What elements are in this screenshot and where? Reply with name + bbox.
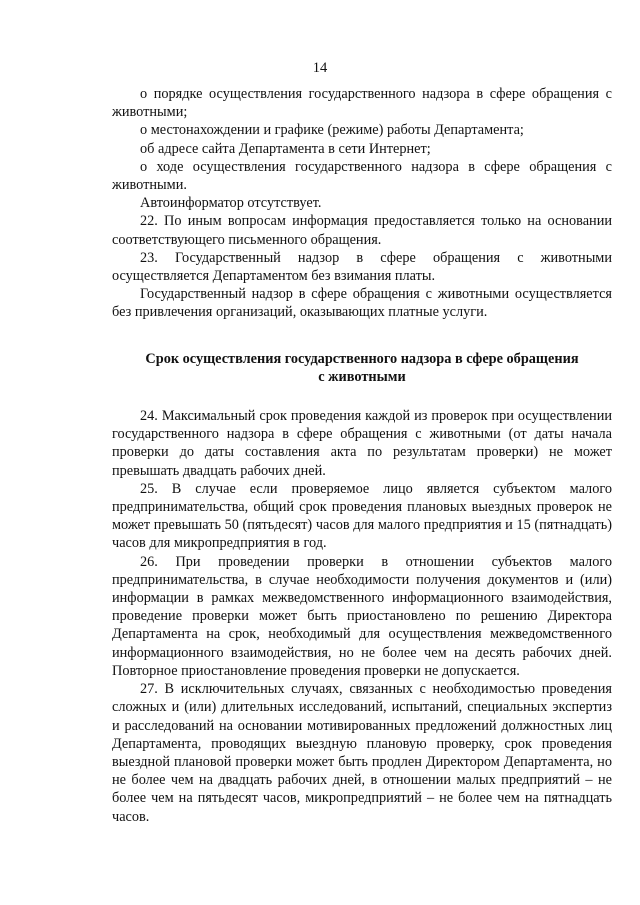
paragraph: о порядке осуществления государственного надзора в сфере обращения с животными; [112, 86, 612, 121]
paragraph: Государственный надзор в сфере обращения с животными осуществляется без привлечения организаций, оказывающих платные услуги. [112, 286, 612, 321]
paragraph: Автоинформатор отсутствует. [140, 195, 322, 212]
section-heading-line: Срок осуществления государственного надзора в сфере обращения [145, 350, 579, 367]
page-number: 14 [312, 60, 328, 76]
paragraph: 22. По иным вопросам информация предоставляется только на основании соответствующего письменного обращения. [112, 213, 612, 248]
paragraph: 24. Максимальный срок проведения каждой из проверок при осуществлении государственного надзора в сфере обращения с животными (от даты начала проверки до даты составления акта по результатам проверки) не может превышать двадцать рабочих дней. [112, 408, 612, 479]
section-heading [112, 350, 612, 386]
section-heading-line: с животными [318, 368, 406, 385]
paragraph: о местонахождении и графике (режиме) работы Департамента; [140, 122, 524, 139]
paragraph: 25. В случае если проверяемое лицо является субъектом малого предпринимательства, общий срок проведения плановых выездных проверок не может превышать 50 (пятьдесят) часов для малого предприятия и 15 (пятнадцать) часов для микропредприятия в год. [112, 480, 612, 552]
paragraph: о ходе осуществления государственного надзора в сфере обращения с животными. [112, 158, 612, 194]
paragraph: об адресе сайта Департамента в сети Интернет; [140, 140, 431, 157]
paragraph: 26. При проведении проверки в отношении субъектов малого предпринимательства, в случае необходимости получения документов и (или) информации в рамках межведомственного информационного взаимодействия, проведение проверки может быть приостановлено по решению Директора Департамента на срок, необходимый для осуществления межведомственного информационного взаимодействия, но не более чем на десять рабочих дней. Повторное приостановление проведения проверки не допускается. [112, 553, 612, 679]
document-body [112, 85, 612, 826]
paragraph: 23. Государственный надзор в сфере обращения с животными осуществляется Департаментом без взимания платы. [112, 249, 612, 285]
paragraph: 27. В исключительных случаях, связанных с необходимостью проведения сложных и (или) длительных исследований, испытаний, специальных экспертиз и расследований на основании мотивированных предложений должностных лиц Департамента, проводящих выездную плановую проверку, срок проведения выездной плановой проверки может быть продлен Директором Департамента, но не более чем на двадцать рабочих дней, в отношении малых предприятий – не более чем на пятьдесят часов, микропредприятий – не более чем на пятнадцать часов. [112, 681, 612, 825]
